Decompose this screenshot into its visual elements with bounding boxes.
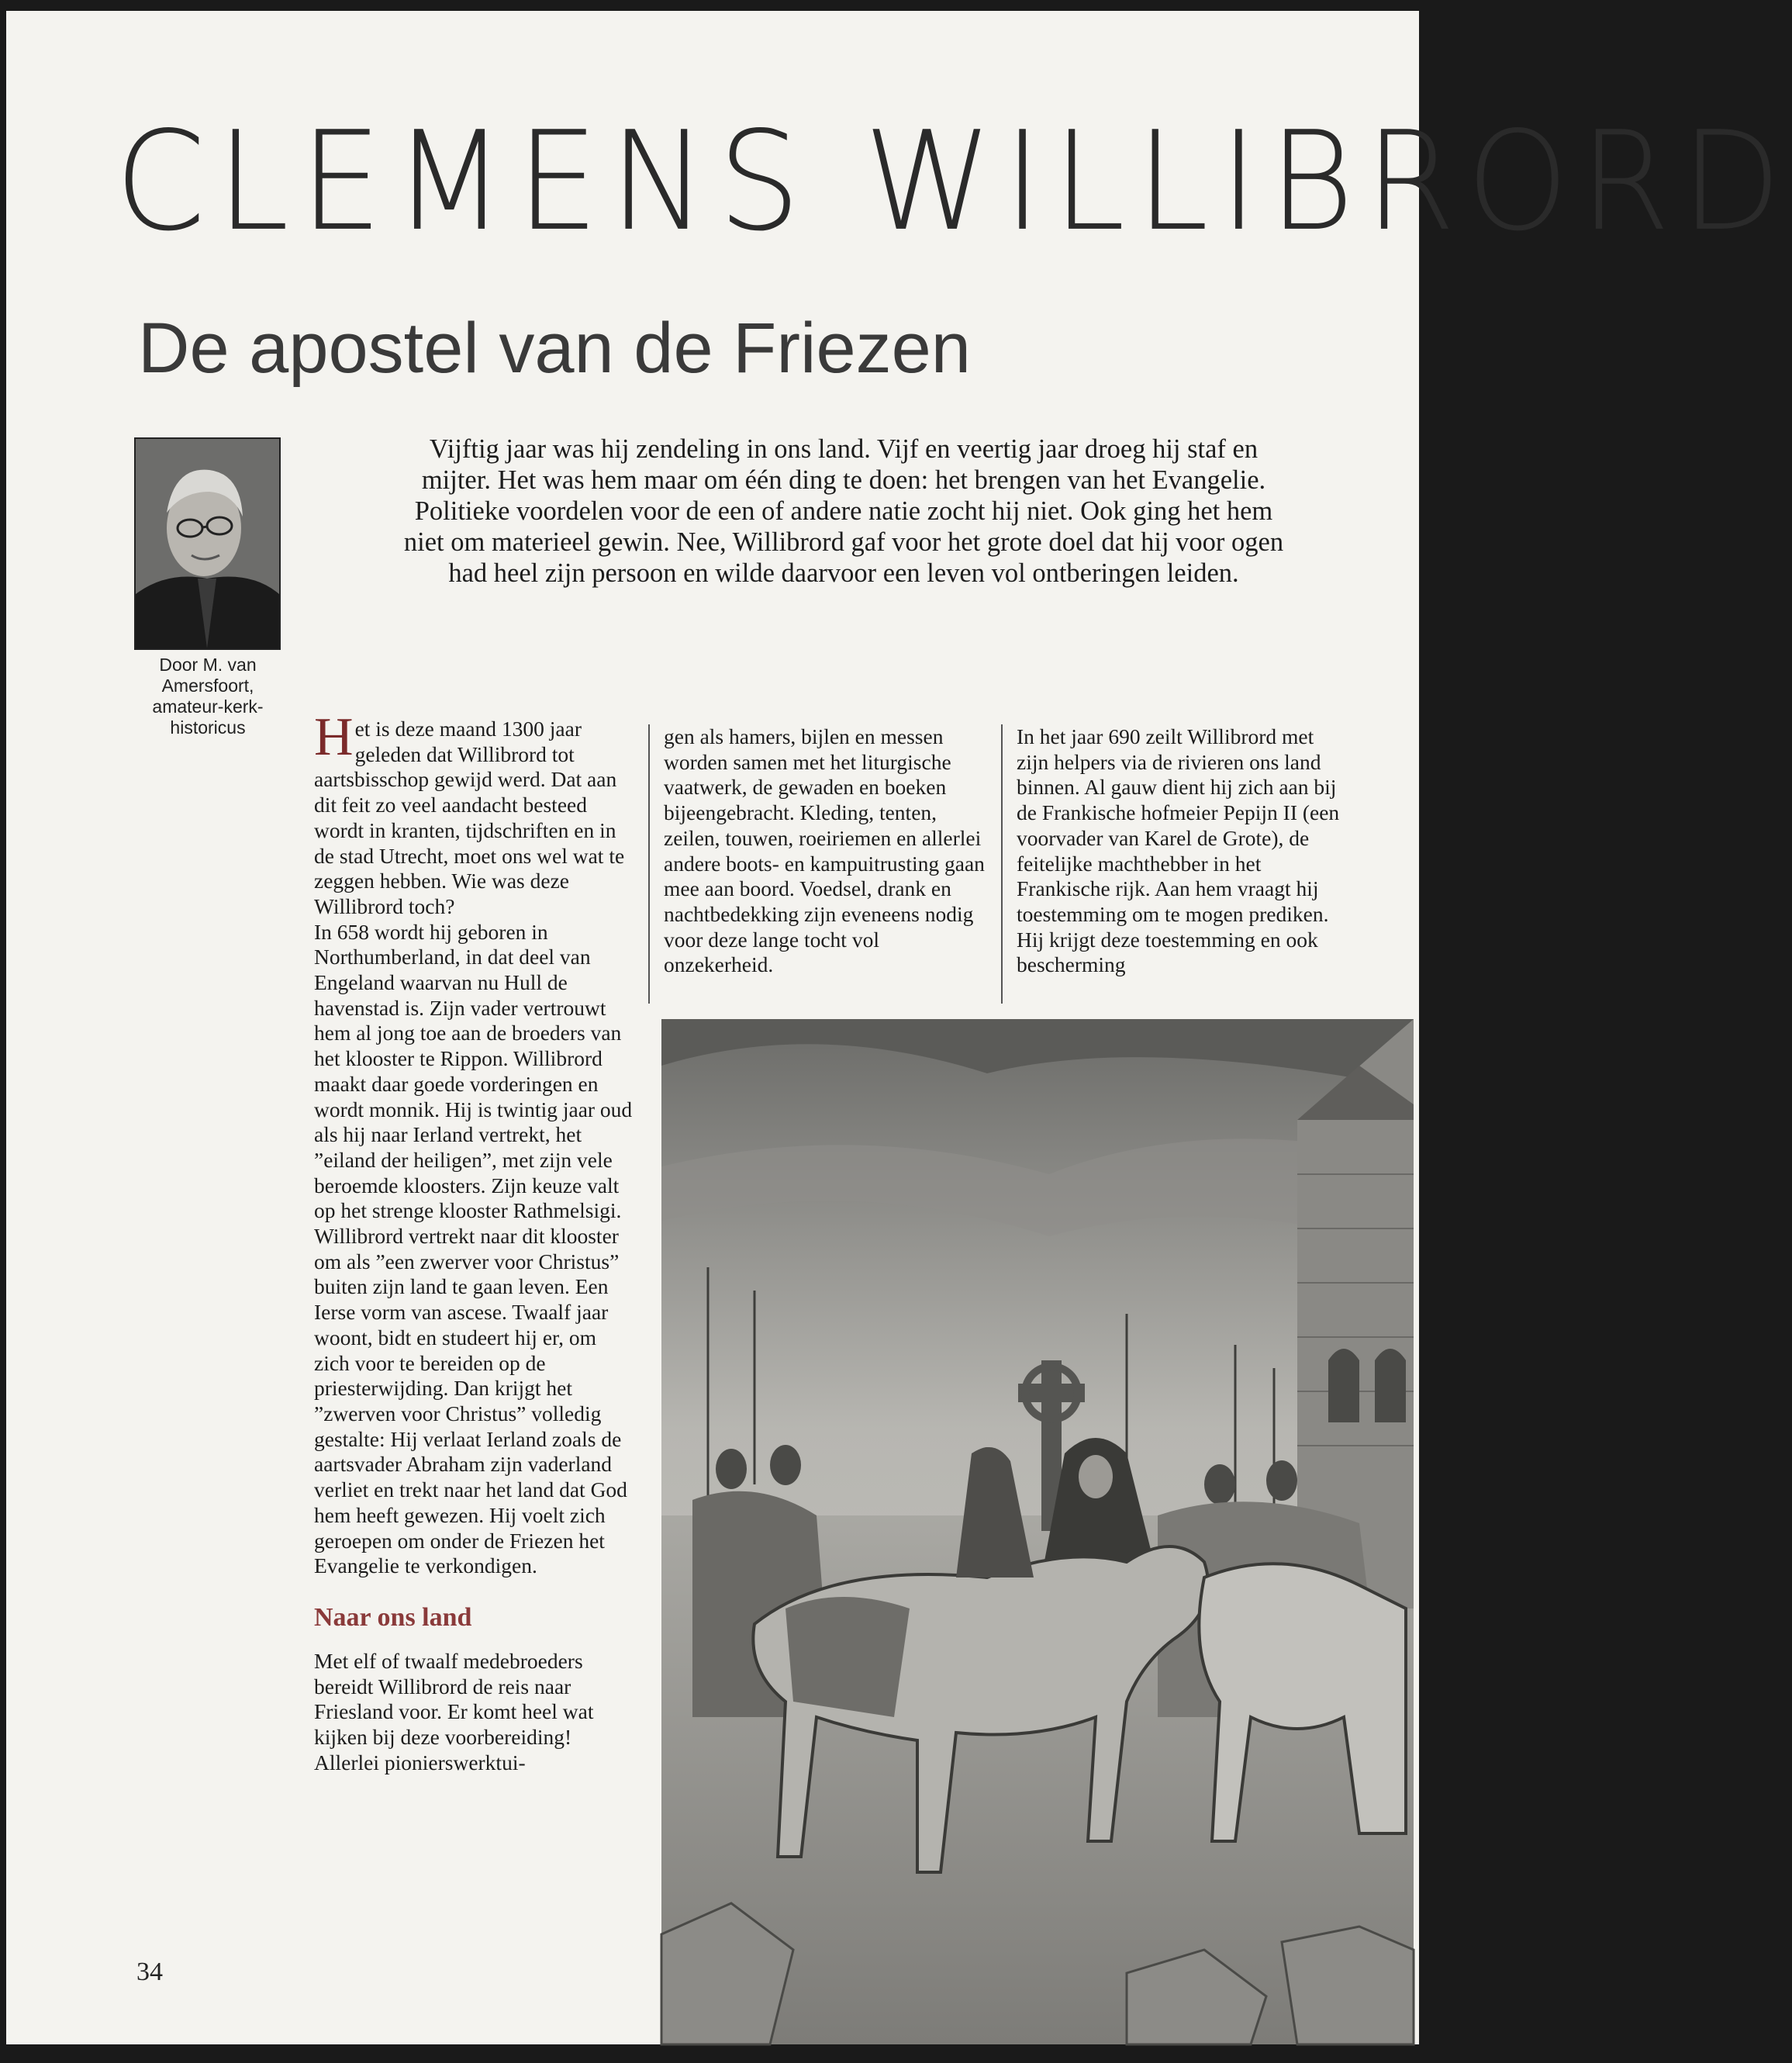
drop-cap: H <box>314 707 354 767</box>
article-subtitle: De apostel van de Friezen <box>138 309 971 388</box>
column-divider <box>1001 724 1003 1004</box>
paragraph-col2: gen als hamers, bijlen en messen worden samen met het liturgische vaatwerk, de gewaden en boeken bijeengebracht. Kleding, tenten, zeilen, touwen, roeiriemen en allerlei andere boots- en kampuitrusting gaan mee aan boord. Voedsel, drank en nachtbedekking zijn eveneens nodig voor deze lange tocht vol onzekerheid. <box>664 724 985 977</box>
intro-paragraph: Vijftig jaar was hij zendeling in ons land. Vijf en veertig jaar droeg hij staf en mijter. Het was hem maar om één ding te doen: het brengen van het Evangelie. Politieke voordelen voor de een of andere natie zocht hij niet. Ook ging het hem niet om materieel gewin. Nee, Willibrord gaf voor het grote doel dat hij voor ogen had heel zijn persoon en wilde daarvoor een leven vol ontberingen leiden. <box>403 434 1284 588</box>
magazine-page <box>6 11 1792 2044</box>
section-heading: Naar ons land <box>314 1602 472 1632</box>
article-column-1 <box>314 707 636 1775</box>
article-column-2 <box>664 724 989 978</box>
paragraph-2: In 658 wordt hij geboren in Northumberland, in dat deel van Engeland waarvan nu Hull de havenstad is. Zijn vader vertrouwt hem al jong toe aan de broeders van het klooster te Rippon. Willibrord maakt daar goede vorderingen en wordt monnik. Hij is twintig jaar oud als hij naar Ierland vertrekt, het ”eiland der heiligen”, met zijn vele beroemde kloosters. Zijn keuze valt op het strenge klooster Rathmelsigi. <box>314 919 633 1223</box>
paragraph-col3: In het jaar 690 zeilt Willibrord met zijn helpers via de rivieren ons land binnen. Al gauw dient hij zich aan bij de Frankische hofmeier Pepijn II (een voorvader van Karel de Grote), de feitelijke machthebber in het Frankische rijk. Aan hem vraagt hij toestemming om te mogen prediken. Hij krijgt deze toestemming en ook bescherming <box>1017 724 1340 977</box>
paragraph-4: Met elf of twaalf medebroeders bereidt Willibrord de reis naar Friesland voor. Er komt heel wat kijken bij deze voorbereiding! Allerlei pionierswerktui- <box>314 1648 594 1774</box>
column-divider <box>648 724 650 1004</box>
article-column-3 <box>1017 724 1342 978</box>
author-photo <box>134 437 281 650</box>
paragraph-1: et is deze maand 1300 jaar geleden dat Willibrord tot aartsbisschop gewijd werd. Dat aan dit feit zo veel aandacht besteed wordt in kranten, tijdschriften en in de stad Utrecht, moet ons wel wat te zeggen hebben. Wie was deze Willibrord toch? <box>314 717 625 918</box>
article-title: CLEMENS WILLIBRORD <box>115 102 1792 261</box>
page-number: 34 <box>136 1958 163 1986</box>
illustration-willibrord-procession <box>661 1019 1414 2044</box>
paragraph-3: Willibrord vertrekt naar dit klooster om als ”een zwerver voor Christus” buiten zijn land te gaan leven. Een Ierse vorm van ascese. Twaalf jaar woont, bidt en studeert hij er, om zich voor te bereiden op de priesterwijding. Dan krijgt het ”zwerven voor Christus” volledig gestalte: Hij verlaat Ierland zoals de aartsvader Abraham zijn vaderland verliet en trekt naar het land dat God hem heeft gewezen. Hij voelt zich geroepen om onder de Friezen het Evangelie te verkondigen. <box>314 1224 627 1578</box>
author-caption: Door M. van Amersfoort, amateur-kerk-historicus <box>152 655 264 738</box>
